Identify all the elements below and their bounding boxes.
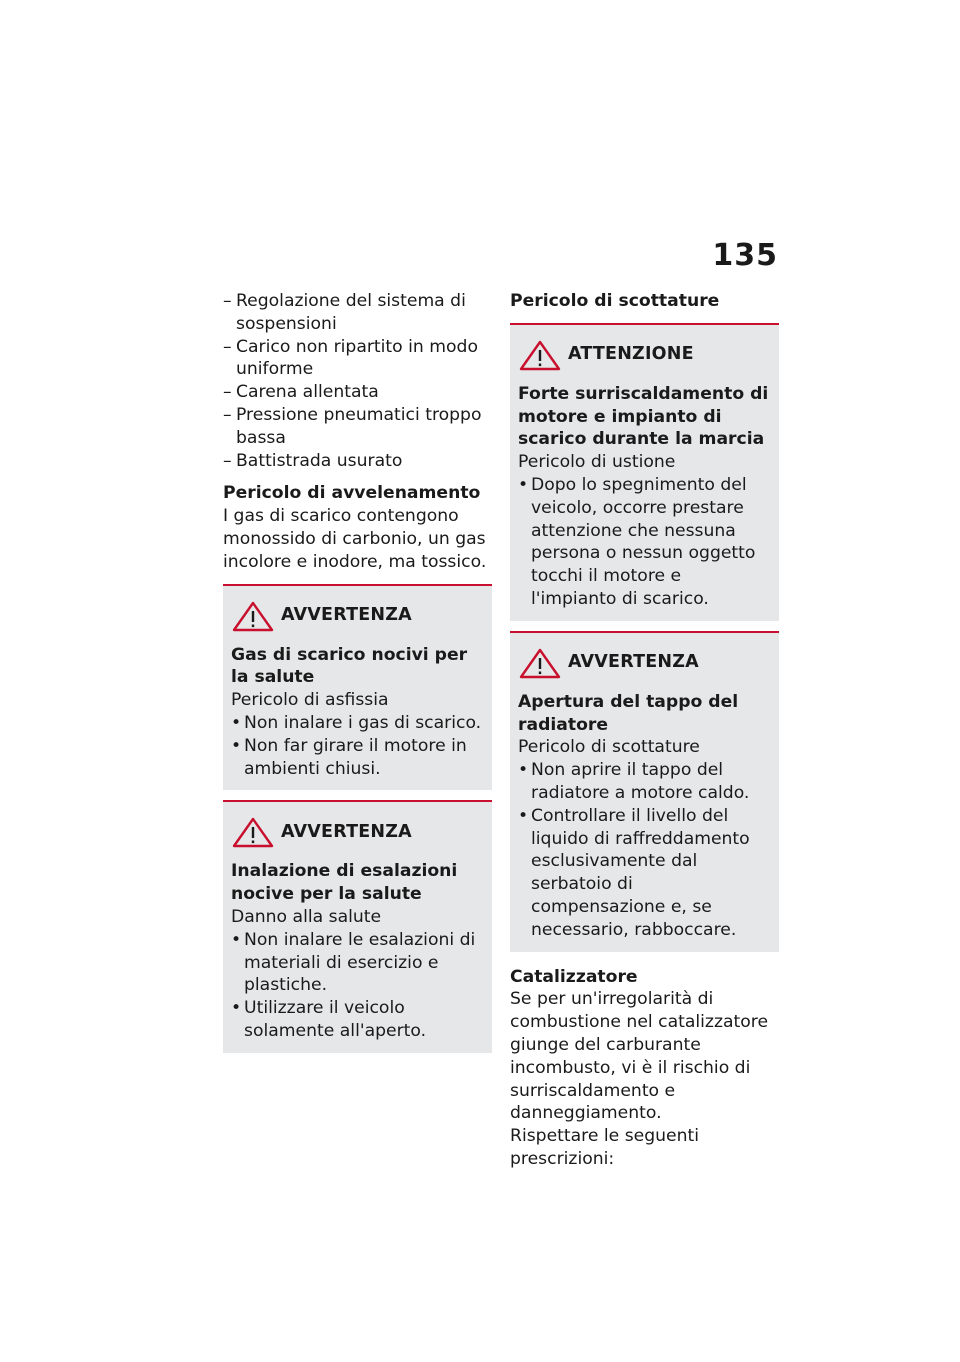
- warning-label: AVVERTENZA: [568, 652, 699, 673]
- list-item: • Non aprire il tappo del radiatore a motore caldo.: [518, 759, 771, 805]
- list-item: – Pressione pneumatici troppo bassa: [223, 404, 492, 450]
- page-number: 135: [712, 238, 778, 273]
- list-item: – Carico non ripartito in modo uniforme: [223, 336, 492, 382]
- warning-triangle-icon: [231, 600, 275, 632]
- left-column: [223, 290, 492, 1061]
- warning-bullets: [518, 759, 771, 941]
- warning-bullets: [231, 929, 484, 1043]
- warning-header: [518, 643, 771, 683]
- list-item: • Utilizzare il veicolo solamente all'aperto.: [231, 997, 484, 1043]
- warning-triangle-icon: [231, 816, 275, 848]
- list-item: • Non inalare i gas di scarico.: [231, 712, 484, 735]
- body-paragraph: I gas di scarico contengono monossido di carbonio, un gas incolore e inodore, ma tossico.: [223, 506, 487, 572]
- right-column: [510, 290, 779, 1171]
- section-heading: Catalizzatore: [510, 966, 638, 987]
- list-item: – Regolazione del sistema di sospensioni: [223, 290, 492, 336]
- warning-triangle-icon: [518, 647, 562, 679]
- warning-title: Gas di scarico nocivi per la salute: [231, 644, 468, 688]
- caution-label: ATTENZIONE: [568, 344, 694, 365]
- warning-subtitle: Danno alla salute: [231, 906, 382, 927]
- list-item: • Non inalare le esalazioni di materiali di esercizio e plastiche.: [231, 929, 484, 997]
- section-heading: Pericolo di scottature: [510, 291, 720, 311]
- caution-bullets: [518, 474, 771, 611]
- list-item: • Dopo lo spegnimento del veicolo, occorre prestare attenzione che nessuna persona o nessun oggetto tocchi il motore e l'impianto di scarico.: [518, 474, 771, 611]
- warning-label: AVVERTENZA: [281, 821, 412, 842]
- cause-list: [223, 290, 492, 472]
- list-item: • Controllare il livello del liquido di raffreddamento esclusivamente dal serbatoio di compensazione e, se necessario, rabboccare.: [518, 805, 771, 942]
- list-item: – Carena allentata: [223, 381, 492, 404]
- caution-box: [510, 323, 779, 621]
- warning-header: [231, 812, 484, 852]
- body-paragraph: Rispettare le seguenti prescrizioni:: [510, 1126, 700, 1169]
- list-item: – Battistrada usurato: [223, 450, 492, 473]
- caution-subtitle: Pericolo di ustione: [518, 452, 676, 473]
- warning-box: [223, 584, 492, 791]
- list-item: • Non far girare il motore in ambienti chiusi.: [231, 735, 484, 781]
- body-paragraph: Se per un'irregolarità di combustione nel catalizzatore giunge del carburante incombusto, vi è il rischio di surriscaldamento e danneggiamento.: [510, 989, 769, 1124]
- warning-title: Apertura del tappo del radiatore: [518, 691, 739, 735]
- warning-subtitle: Pericolo di scottature: [518, 737, 700, 758]
- warning-header: [231, 596, 484, 636]
- warning-box: [223, 800, 492, 1052]
- warning-bullets: [231, 712, 484, 780]
- caution-header: [518, 335, 771, 375]
- warning-box: [510, 631, 779, 952]
- warning-subtitle: Pericolo di asfissia: [231, 690, 389, 711]
- warning-label: AVVERTENZA: [281, 605, 412, 626]
- warning-title: Inalazione di esalazioni nocive per la salute: [231, 861, 458, 905]
- caution-title: Forte surriscaldamento di motore e impianto di scarico durante la marcia: [518, 383, 769, 450]
- section-heading: Pericolo di avvelenamento: [223, 483, 481, 504]
- warning-triangle-icon: [518, 339, 562, 371]
